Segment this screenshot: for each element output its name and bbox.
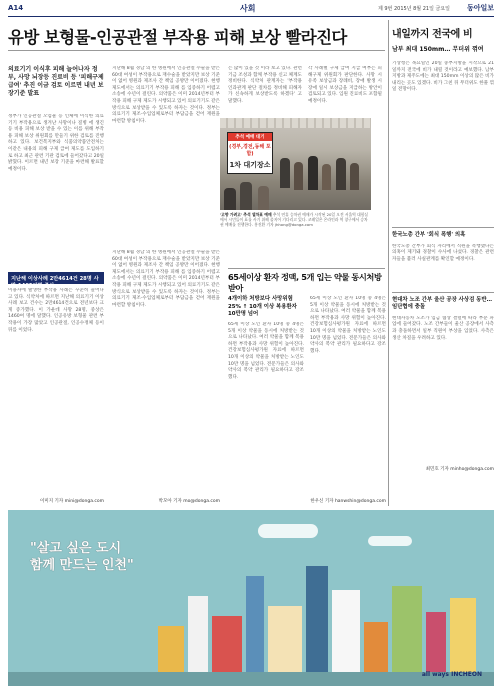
- newspaper-logo: 동아일보: [466, 4, 494, 12]
- lead-subhead-bar: 지난해 이상사례 2만4614건 28명 사망·1460여명 중상: [8, 272, 104, 284]
- photo-caption-text: 추석 연휴 승차권 예매가 시작된 20일 오전 서울역 대합실에서 시민들이 표를 사기 위해 줄지어 기다리고 있다. 코레일은 온라인과 역 창구에서 승차권 예매를 진행한다.: [220, 212, 369, 227]
- story2-byline: 한우신 기자 hanwshin@donga.com: [310, 499, 386, 504]
- ad-title-line-2: 함께 만드는 인천": [30, 558, 134, 573]
- issue-meta: 제 9번 2015년 8월 21일 금요일: [377, 6, 450, 12]
- building-illustration: [306, 566, 328, 686]
- sign-bottom-text: 1차 대기장소: [229, 161, 271, 169]
- incheon-logo: all ways INCHEON: [421, 671, 482, 678]
- photo-caption-title: '고향 가려고' 추석 열차표 예매: [220, 212, 272, 217]
- train-station-photo: [220, 118, 371, 210]
- side-byline: 최민호 기자 minho@donga.com: [425, 466, 494, 472]
- crowd-figure: [336, 158, 346, 190]
- column-divider: [388, 20, 389, 506]
- lead-col-1: 정부가 인공관절 오염물 등 인체에 이식한 의료기기 부작용으로 생겨난 사망이나 질병 에 생긴 등 비용 피해 보상 받을 수 있는 이를 위해 부작용 피해 보상 위원회를 만들기 위한 검토를 진행하고 있다. 보건복지부와 식품의약품안전처는 이같은 내용의 피해 구제 급여 제도를 도입하기로 하고 최근 관련 기관 검토에 들어갔다고 20일 밝혔다. 이르면 내년 보장 기준을 마련해 발표할 예정이다.: [8, 114, 104, 172]
- union-text: 한국노총 간부가 회식 자리에서 직원을 폭행했다는 의혹이 제기돼 경찰이 수사에 나섰다. 경찰은 관련자들을 불러 사실관계를 확인할 예정이다.: [392, 243, 494, 262]
- story2-subhead: 4개이하 처방보다 사망위험 25% ↑ 10개 이상 복용환자 10만명 넘어: [228, 296, 297, 318]
- cloud-shape: [258, 524, 318, 538]
- lead-col-1b: 이용자에 발생한 부작용 사례는 꾸준히 늘어나고 있다. 식약처에 따르면 지난해 의료기기 이상사례 보고 건수는 2만4614건으로 전년보다 크게 증가했다. 이 가운데 사망 28명, 중상은 1460여 명에 달했다. 인공유방 보형물 관련 부작용이 가장 많았고 인공관절, 인공수정체 등이 뒤를 이었다.: [8, 288, 104, 333]
- lead-byline-1: 이미지 기자 mini@donga.com: [40, 499, 104, 504]
- lead-col-2b: 지난해 8월 경남 의 한 병원에서 인공관절 수술을 받은 60대 여성이 부작용으로 재수술을 받았지만 보상 기준이 없어 병원과 제조사 간 책임 공방만 이어졌다. 현행 제도에서는 의료기기 부작용 피해 를 입증하기 어렵고 소송에 수년이 걸린다. 의약품은 이미 2014년부터 부작용 피해 구제 제도가 시행되고 있어 의료기기도 같은 방식으로 보상받을 수 있도록 하자는 것이다. 정부는 의료기기 제조·수입업체로부터 부담금을 걷어 재원을 마련할 방침이다.: [112, 250, 220, 308]
- lead-col-3: 는 많이 있을 것 이라 보고 있다. 관련 기금 조성과 함께 부작용 신고 체계도 정비한다. 식약처 관계자는 '부작용 인과관계 판단 절차를 정비해 피해자가 신속하게 보상받도록 하겠다' 고 말했다.: [228, 66, 302, 104]
- lead-col-2: 지난해 8월 경남 의 한 병원에서 인공관절 수술을 받은 60대 여성이 부작용으로 재수술을 받았지만 보상 기준이 없어 병원과 제조사 간 책임 공방만 이어졌다. 현행 제도에서는 의료기기 부작용 피해 를 입증하기 어렵고 소송에 수년이 걸린다. 의약품은 이미 2014년부터 부작용 피해 구제 제도가 시행되고 있어 의료기기도 같은 방식으로 보상받을 수 있도록 하자는 것이다. 정부는 의료기기 제조·수입업체로부터 부담금을 걷어 재원을 마련할 방침이다.: [112, 66, 220, 124]
- weather-subhead: 남부 최대 150mm… 무더위 꺾여: [392, 46, 484, 53]
- sign-top-text: 추석 예매 대기: [228, 133, 272, 141]
- photo-byline: 홍진환 기자 jhhong@donga.com: [254, 222, 313, 227]
- crowd-figure: [294, 162, 303, 190]
- queue-sign: [227, 132, 273, 174]
- building-illustration: [246, 576, 264, 686]
- hyundai-subhead: 현대차 노조 간부 울산 공장 사상검 동반… 임단협에 충돌: [392, 292, 494, 312]
- page-header: [8, 3, 494, 17]
- crowd-figure: [240, 182, 252, 210]
- cloud-shape: [368, 536, 412, 546]
- union-subhead: 한국노총 간부 '회식 폭행' 의혹: [392, 227, 494, 240]
- lead-byline-2: 박모아 기자 mo@donga.com: [158, 499, 220, 504]
- story2-headline: 65세이상 환자 정맥, 5개 입는 약물 동시처방 받아: [228, 272, 382, 293]
- story2-col-1: 65세 이상 노인 환자 10명 중 4명은 5개 이상 약물을 동시에 처방받는 것으로 나타났다. 여러 약물을 함께 복용하면 부작용과 사망 위험이 높아진다. 건강보험심사평가원 자료에 따르면 10개 이상의 약물을 처방받는 노인도 10만 명을 넘었다. 전문가들은 의사와 약사의 복약 관리가 필요하다고 강조했다.: [228, 322, 304, 380]
- weather-headline: 내일까지 전국에 비: [392, 29, 473, 40]
- lead-col-4: 각 사례별 구제 급여 지급 여부는 피해구제 위원회가 판단한다. 사망 시 유족 보상금과 장례비, 장애 발생 시 장애 일시 보상금을 지급하는 방안이 검토되고 있다. 입원 진료비도 포함될 예정이다.: [308, 66, 382, 104]
- crowd-figure: [308, 156, 318, 190]
- crowd-figure: [322, 164, 331, 190]
- crowd-figure: [258, 186, 269, 210]
- ad-title: [30, 540, 134, 574]
- crowd-figure: [224, 188, 236, 210]
- ceiling-graphic: [220, 118, 371, 128]
- right-column: [392, 20, 494, 472]
- section-name: 사회: [240, 4, 256, 13]
- photo-caption: [220, 212, 371, 227]
- weather-text: 기상청은 목요일인 20일 중부지방을 시작으로 21일까지 전국에 비가 내릴 것이라고 예보했다. 남부지방과 제주도에는 최대 150mm 이상의 많은 비가 내리는 곳도 있겠다. 비가 그친 뒤 무더위도 한풀 꺾일 전망이다.: [392, 61, 494, 93]
- story2-col-2: 65세 이상 노인 환자 10명 중 4명은 5개 이상 약물을 동시에 처방받는 것으로 나타났다. 여러 약물을 함께 복용하면 부작용과 사망 위험이 높아진다. 건강보험심사평가원 자료에 따르면 10개 이상의 약물을 처방받는 노인도 10만 명을 넘었다. 전문가들은 의사와 약사의 복약 관리가 필요하다고 강조했다.: [310, 296, 386, 354]
- lead-deck: [8, 66, 104, 98]
- page-number: A14: [8, 4, 24, 12]
- lead-headline: 유방 보형물-인공관절 부작용 피해 보상 빨라진다: [8, 28, 347, 47]
- sign-mid-text: (경부,경전,동해 포함): [229, 144, 271, 157]
- crowd-figure: [350, 163, 359, 190]
- lead-deck-text: 의료기기 이식후 피해 늘어나자 정부, 사망 뇌장등 진료비 등 '피해구제 급여' 추진 이금 검토 이르면 내년 보장기준 발표: [8, 66, 104, 97]
- ad-title-line-1: "살고 싶은 도시: [30, 541, 122, 556]
- hyundai-text: 현대자동차 노조가 임금 협상 결렬에 따라 부분 파업에 들어갔다. 노조 간부들이 울산 공장에서 사측과 충돌하면서 일부 직원이 부상을 입었다. 사측은 생산 차질을 우려하고 있다.: [392, 315, 494, 341]
- headline-rule: [8, 50, 385, 51]
- building-illustration: [392, 586, 422, 686]
- incheon-advertisement: [8, 510, 494, 686]
- story2-rule: [228, 268, 385, 269]
- crowd-figure: [280, 158, 290, 188]
